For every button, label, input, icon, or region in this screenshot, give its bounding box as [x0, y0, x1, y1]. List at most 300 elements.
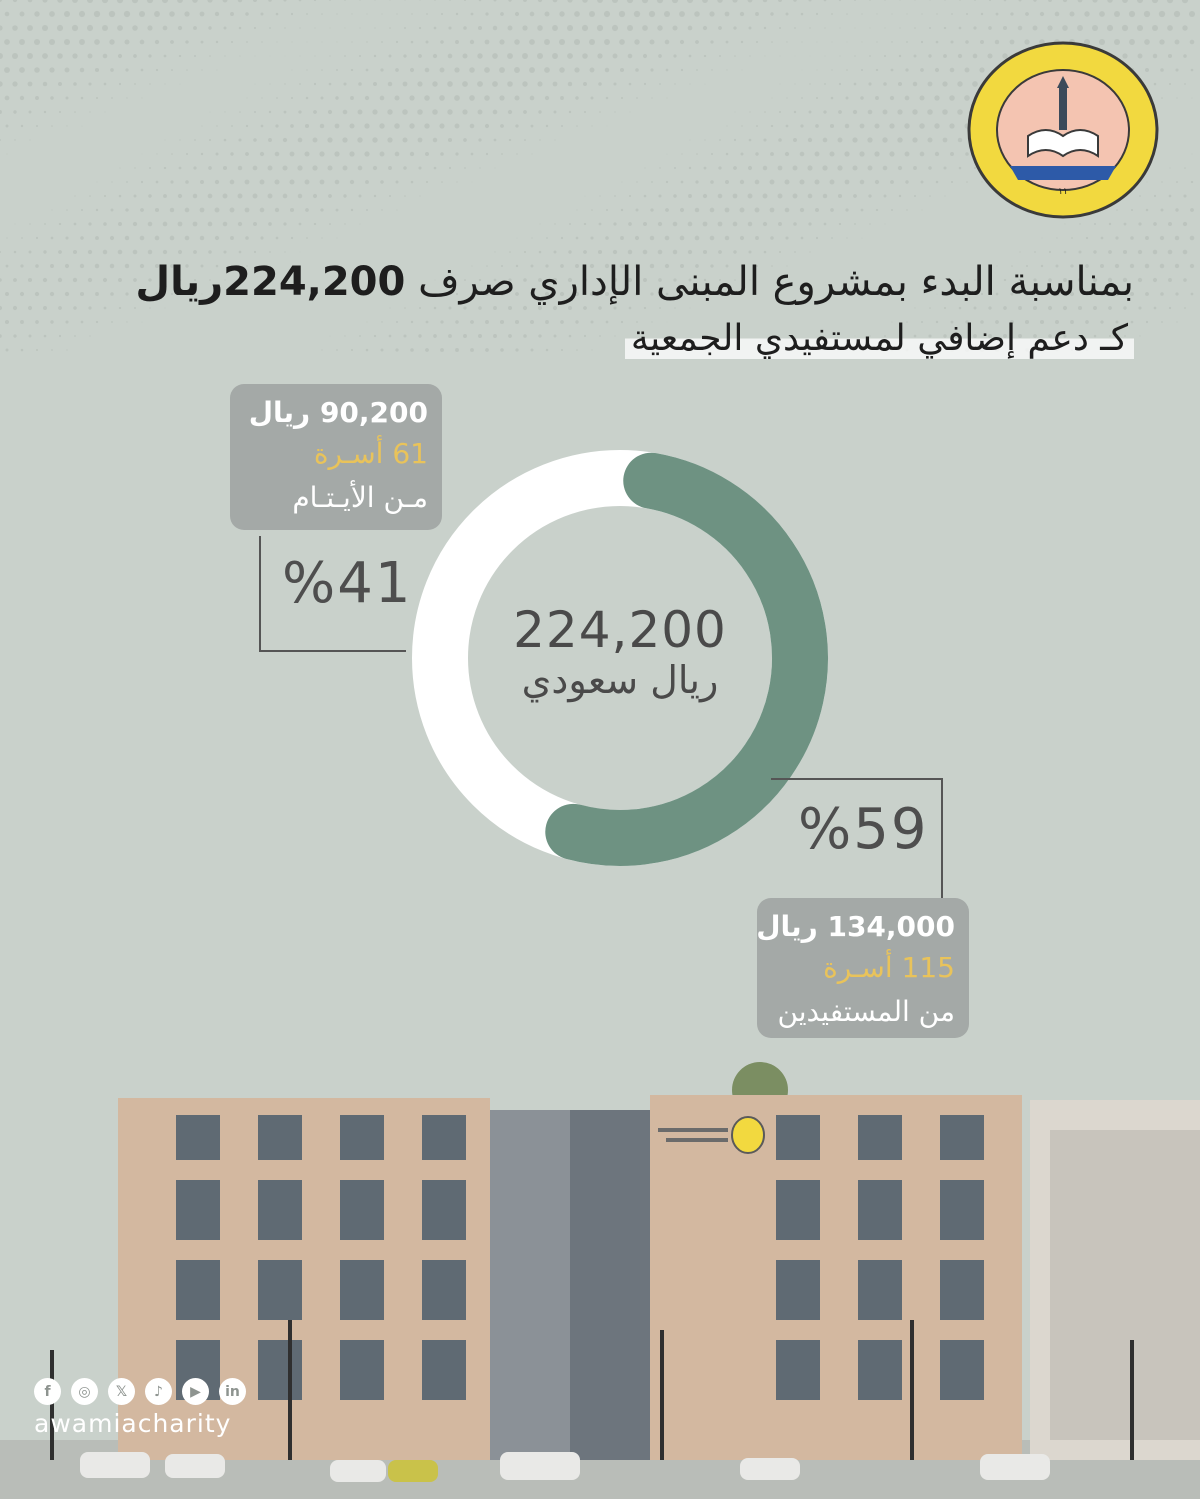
pattern-dot — [855, 28, 856, 29]
pattern-dot — [291, 13, 293, 15]
pattern-dot — [604, 11, 610, 17]
pattern-dot — [838, 138, 843, 143]
pattern-dot — [688, 194, 692, 198]
pattern-dot — [388, 166, 392, 170]
pattern-dot — [794, 83, 795, 84]
pattern-dot — [478, 110, 483, 115]
pattern-dot — [29, 139, 30, 140]
pattern-dot — [297, 165, 302, 170]
pattern-dot — [868, 166, 873, 171]
pattern-dot — [103, 250, 107, 254]
pattern-dot — [231, 125, 233, 127]
pattern-dot — [21, 349, 24, 352]
pattern-dot — [681, 153, 682, 154]
pattern-dot — [726, 41, 729, 44]
pattern-dot — [336, 209, 339, 212]
pattern-dot — [223, 250, 226, 253]
pattern-dot — [951, 181, 953, 183]
social-handle[interactable]: awamiacharity — [34, 1409, 232, 1438]
pattern-dot — [447, 109, 452, 114]
pattern-dot — [299, 27, 300, 28]
pattern-dot — [681, 181, 684, 184]
pattern-dot — [906, 209, 907, 210]
pattern-dot — [1175, 40, 1180, 45]
pattern-dot — [119, 83, 121, 85]
pattern-dot — [253, 166, 258, 171]
pattern-dot — [1167, 0, 1173, 3]
pattern-dot — [484, 95, 490, 101]
pattern-dot — [299, 0, 302, 1]
pattern-dot — [89, 335, 90, 336]
pattern-dot — [1094, 223, 1096, 225]
pattern-dot — [1175, 292, 1178, 295]
pattern-dot — [208, 166, 212, 170]
pattern-dot — [914, 0, 915, 1]
pattern-dot — [164, 55, 167, 58]
pattern-dot — [569, 111, 571, 113]
pattern-dot — [674, 83, 675, 84]
pattern-dot — [5, 12, 10, 17]
pattern-dot — [410, 68, 414, 72]
pattern-dot — [372, 137, 377, 142]
pattern-dot — [194, 139, 196, 141]
pattern-dot — [567, 25, 573, 31]
pattern-dot — [732, 0, 737, 3]
pattern-dot — [1183, 222, 1187, 226]
pattern-dot — [919, 95, 924, 100]
pattern-dot — [64, 11, 70, 17]
pattern-dot — [1182, 25, 1187, 30]
pattern-dot — [845, 208, 848, 211]
pattern-dot — [374, 195, 376, 197]
svg-text:١١: ١١ — [1058, 187, 1068, 197]
pattern-dot — [689, 167, 691, 169]
pattern-dot — [299, 223, 302, 226]
pattern-dot — [441, 13, 443, 15]
pattern-dot — [793, 0, 797, 2]
pattern-dot — [597, 25, 603, 31]
pattern-dot — [1019, 251, 1020, 252]
pattern-dot — [117, 0, 123, 3]
pattern-dot — [58, 82, 62, 86]
pattern-dot — [148, 222, 153, 227]
headline — [134, 255, 1134, 363]
pattern-dot — [253, 138, 257, 142]
pattern-dot — [44, 223, 46, 225]
pattern-dot — [425, 152, 429, 156]
pattern-dot — [576, 237, 579, 240]
pattern-dot — [884, 195, 887, 198]
pattern-dot — [366, 69, 369, 72]
pattern-dot — [425, 68, 430, 73]
pattern-dot — [981, 13, 983, 15]
pattern-dot — [1169, 83, 1171, 85]
pattern-dot — [13, 334, 16, 337]
pattern-dot — [335, 124, 340, 129]
pattern-dot — [178, 26, 182, 30]
pattern-dot — [313, 138, 318, 143]
pattern-dot — [470, 40, 474, 44]
pattern-dot — [814, 179, 819, 184]
pattern-dot — [913, 166, 917, 170]
pattern-dot — [799, 179, 804, 184]
pattern-dot — [329, 83, 332, 86]
pattern-dot — [327, 165, 332, 170]
pattern-dot — [351, 209, 353, 211]
pattern-dot — [268, 166, 273, 171]
pattern-dot — [282, 165, 287, 170]
pattern-dot — [523, 0, 527, 2]
pattern-dot — [657, 0, 663, 3]
pattern-dot — [79, 11, 85, 17]
pattern-dot — [794, 111, 796, 113]
pattern-dot — [50, 264, 54, 268]
pattern-dot — [365, 180, 369, 184]
pattern-dot — [763, 194, 768, 199]
pattern-dot — [223, 194, 228, 199]
pattern-dot — [591, 209, 593, 211]
pattern-dot — [1108, 250, 1112, 254]
pattern-dot — [178, 222, 183, 227]
pattern-dot — [1168, 54, 1172, 58]
pattern-dot — [319, 151, 324, 156]
pattern-dot — [449, 167, 451, 169]
tiktok-icon[interactable]: ♪ — [145, 1378, 172, 1405]
pattern-dot — [96, 209, 98, 211]
pattern-dot — [876, 69, 878, 71]
pattern-dot — [726, 125, 727, 126]
pattern-dot — [785, 208, 790, 213]
pattern-dot — [330, 28, 331, 29]
pattern-dot — [179, 167, 182, 170]
pattern-dot — [306, 69, 307, 70]
pattern-dot — [665, 40, 670, 45]
pattern-dot — [388, 82, 392, 86]
pattern-dot — [996, 13, 999, 16]
pattern-dot — [344, 27, 345, 28]
pattern-dot — [793, 194, 798, 199]
pattern-dot — [854, 0, 856, 1]
pattern-dot — [389, 27, 391, 29]
pattern-dot — [13, 110, 16, 113]
social-icons — [34, 1378, 256, 1405]
headline-amount: 224,200ريال — [135, 259, 406, 305]
pattern-dot — [1153, 278, 1157, 282]
pattern-dot — [1153, 250, 1158, 255]
pattern-dot — [0, 25, 3, 30]
pattern-dot — [403, 166, 407, 170]
pattern-dot — [186, 69, 188, 71]
pattern-dot — [20, 292, 24, 296]
pattern-dot — [95, 292, 99, 296]
pattern-dot — [209, 139, 211, 141]
pattern-dot — [260, 12, 263, 15]
pattern-dot — [74, 223, 77, 226]
card-families: 115 أسـرة — [823, 951, 955, 984]
pattern-dot — [469, 67, 475, 73]
pattern-dot — [1168, 250, 1173, 255]
pattern-dot — [81, 209, 83, 211]
pattern-dot — [839, 223, 841, 225]
pattern-dot — [409, 95, 414, 100]
pattern-dot — [763, 138, 766, 141]
pattern-dot — [36, 125, 38, 127]
pattern-dot — [816, 97, 818, 99]
pattern-dot — [928, 54, 931, 57]
pattern-dot — [875, 96, 879, 100]
pattern-dot — [1056, 237, 1057, 238]
pattern-dot — [163, 222, 168, 227]
pattern-dot — [748, 250, 751, 253]
pattern-dot — [1169, 195, 1172, 198]
pattern-dot — [500, 12, 504, 16]
pattern-dot — [66, 209, 68, 211]
pattern-dot — [261, 41, 262, 42]
pattern-dot — [336, 13, 337, 14]
pattern-dot — [245, 208, 250, 213]
pattern-dot — [66, 349, 67, 350]
pattern-dot — [58, 278, 62, 282]
pattern-dot — [395, 68, 399, 72]
pattern-dot — [934, 123, 939, 128]
pattern-dot — [658, 250, 663, 255]
pattern-dot — [659, 83, 661, 85]
pattern-dot — [883, 166, 888, 171]
pattern-dot — [439, 123, 444, 128]
pattern-dot — [680, 40, 684, 44]
pattern-dot — [216, 41, 218, 43]
pattern-dot — [155, 208, 159, 212]
pattern-dot — [306, 237, 308, 239]
pattern-dot — [20, 320, 24, 324]
pattern-dot — [710, 180, 714, 184]
pattern-dot — [103, 54, 108, 59]
pattern-dot — [349, 123, 354, 128]
pattern-dot — [583, 82, 587, 86]
pattern-dot — [944, 0, 945, 1]
pattern-dot — [748, 166, 752, 170]
pattern-dot — [680, 208, 684, 212]
instagram-icon[interactable]: ◎ — [71, 1378, 98, 1405]
x-icon[interactable]: 𝕏 — [108, 1378, 135, 1405]
pattern-dot — [695, 208, 699, 212]
donut-center-unit: ريال سعودي — [521, 658, 719, 702]
linkedin-icon[interactable]: in — [219, 1378, 246, 1405]
pattern-dot — [1145, 264, 1149, 268]
pattern-dot — [529, 67, 535, 73]
pattern-dot — [1144, 11, 1150, 17]
pattern-dot — [321, 13, 323, 15]
pattern-dot — [456, 13, 458, 15]
pattern-dot — [516, 153, 517, 154]
pattern-dot — [21, 237, 23, 239]
pattern-dot — [493, 26, 498, 31]
pattern-dot — [531, 237, 532, 238]
pattern-dot — [613, 54, 618, 59]
pattern-dot — [1192, 98, 1193, 99]
pattern-dot — [365, 96, 369, 100]
pattern-dot — [673, 222, 678, 227]
pattern-dot — [239, 111, 241, 113]
pattern-dot — [485, 12, 488, 15]
pattern-dot — [343, 82, 346, 85]
pattern-dot — [650, 236, 654, 240]
pattern-dot — [72, 53, 77, 58]
pattern-dot — [404, 27, 406, 29]
pattern-dot — [665, 208, 669, 212]
pattern-dot — [598, 250, 602, 254]
pattern-dot — [291, 237, 293, 239]
pattern-dot — [523, 110, 527, 114]
pattern-dot — [292, 42, 293, 43]
pattern-dot — [417, 81, 422, 86]
pattern-dot — [109, 11, 115, 17]
pattern-dot — [1034, 251, 1036, 253]
pattern-dot — [643, 222, 647, 226]
pattern-dot — [832, 42, 833, 43]
pattern-dot — [245, 152, 249, 156]
pattern-dot — [703, 26, 707, 30]
pattern-dot — [82, 126, 83, 127]
pattern-dot — [358, 110, 363, 115]
pattern-dot — [748, 222, 753, 227]
pattern-dot — [15, 224, 16, 225]
pattern-dot — [358, 82, 362, 86]
pattern-dot — [269, 111, 271, 113]
pattern-dot — [125, 208, 128, 211]
pattern-dot — [860, 96, 863, 99]
pattern-dot — [928, 82, 933, 87]
pattern-dot — [215, 208, 220, 213]
pattern-dot — [650, 208, 653, 211]
pattern-dot — [389, 0, 390, 1]
pattern-dot — [837, 165, 842, 170]
pattern-dot — [268, 138, 272, 142]
pattern-dot — [209, 55, 211, 57]
pattern-dot — [630, 112, 631, 113]
pattern-dot — [1168, 278, 1172, 282]
pattern-dot — [853, 194, 857, 198]
pattern-dot — [298, 110, 301, 113]
pattern-dot — [253, 222, 257, 226]
pattern-dot — [110, 68, 114, 72]
pattern-dot — [238, 222, 242, 226]
pattern-dot — [334, 151, 339, 156]
pattern-dot — [434, 0, 436, 1]
pattern-dot — [717, 0, 723, 3]
pattern-dot — [862, 238, 863, 239]
pattern-dot — [1093, 250, 1096, 253]
pattern-dot — [276, 13, 279, 16]
pattern-dot — [598, 82, 602, 86]
pattern-dot — [824, 0, 827, 1]
pattern-dot — [410, 152, 414, 156]
pattern-dot — [1152, 25, 1158, 31]
pattern-dot — [208, 250, 211, 253]
pattern-dot — [748, 194, 753, 199]
pattern-dot — [936, 181, 939, 184]
pattern-dot — [1189, 11, 1195, 17]
pattern-dot — [899, 0, 900, 1]
youtube-icon[interactable]: ▶ — [182, 1378, 209, 1405]
pattern-dot — [494, 251, 495, 252]
pattern-dot — [59, 223, 61, 225]
facebook-icon[interactable]: f — [34, 1378, 61, 1405]
pattern-dot — [1107, 25, 1113, 31]
pattern-dot — [831, 13, 833, 15]
pattern-dot — [644, 167, 645, 168]
pattern-dot — [238, 138, 241, 141]
pattern-dot — [733, 166, 737, 170]
pattern-dot — [43, 250, 46, 253]
pattern-dot — [951, 13, 953, 15]
pattern-dot — [141, 69, 144, 72]
pattern-dot — [14, 251, 17, 254]
pattern-dot — [389, 195, 391, 197]
pattern-dot — [822, 165, 827, 170]
pattern-dot — [816, 237, 818, 239]
pattern-dot — [88, 222, 91, 225]
pattern-dot — [148, 194, 151, 197]
pattern-dot — [823, 138, 828, 143]
pattern-dot — [597, 53, 602, 58]
pattern-dot — [929, 195, 931, 197]
pattern-dot — [35, 292, 39, 296]
pattern-dot — [786, 41, 787, 42]
pattern-dot — [741, 125, 742, 126]
pattern-dot — [749, 139, 752, 142]
pattern-dot — [958, 138, 962, 142]
pattern-dot — [185, 40, 188, 43]
pattern-dot — [929, 0, 930, 1]
pattern-dot — [844, 151, 849, 156]
pattern-dot — [1129, 11, 1135, 17]
pattern-dot — [1033, 26, 1038, 31]
pattern-dot — [989, 0, 991, 1]
pattern-dot — [126, 321, 127, 322]
pattern-dot — [823, 194, 827, 198]
pattern-dot — [771, 125, 773, 127]
pattern-dot — [779, 27, 781, 29]
pattern-dot — [210, 112, 211, 113]
pattern-dot — [695, 180, 698, 183]
pattern-dot — [434, 27, 437, 30]
pattern-dot — [673, 54, 676, 57]
pattern-dot — [260, 152, 264, 156]
pattern-dot — [733, 26, 736, 29]
pattern-dot — [1175, 264, 1179, 268]
pattern-dot — [913, 82, 917, 86]
pattern-dot — [275, 152, 280, 157]
pattern-dot — [914, 55, 917, 58]
pattern-dot — [335, 96, 338, 99]
pattern-dot — [755, 208, 760, 213]
pattern-dot — [448, 26, 451, 29]
pattern-dot — [329, 0, 331, 1]
pattern-dot — [314, 83, 316, 85]
pattern-dot — [786, 97, 787, 98]
pattern-dot — [1160, 68, 1164, 72]
pattern-dot — [314, 27, 315, 28]
pattern-dot — [320, 208, 323, 211]
pattern-dot — [560, 96, 564, 100]
pattern-dot — [141, 181, 143, 183]
pattern-dot — [336, 41, 337, 42]
pattern-dot — [13, 306, 17, 310]
pattern-dot — [88, 278, 92, 282]
pattern-dot — [419, 27, 421, 29]
pattern-dot — [381, 13, 382, 14]
